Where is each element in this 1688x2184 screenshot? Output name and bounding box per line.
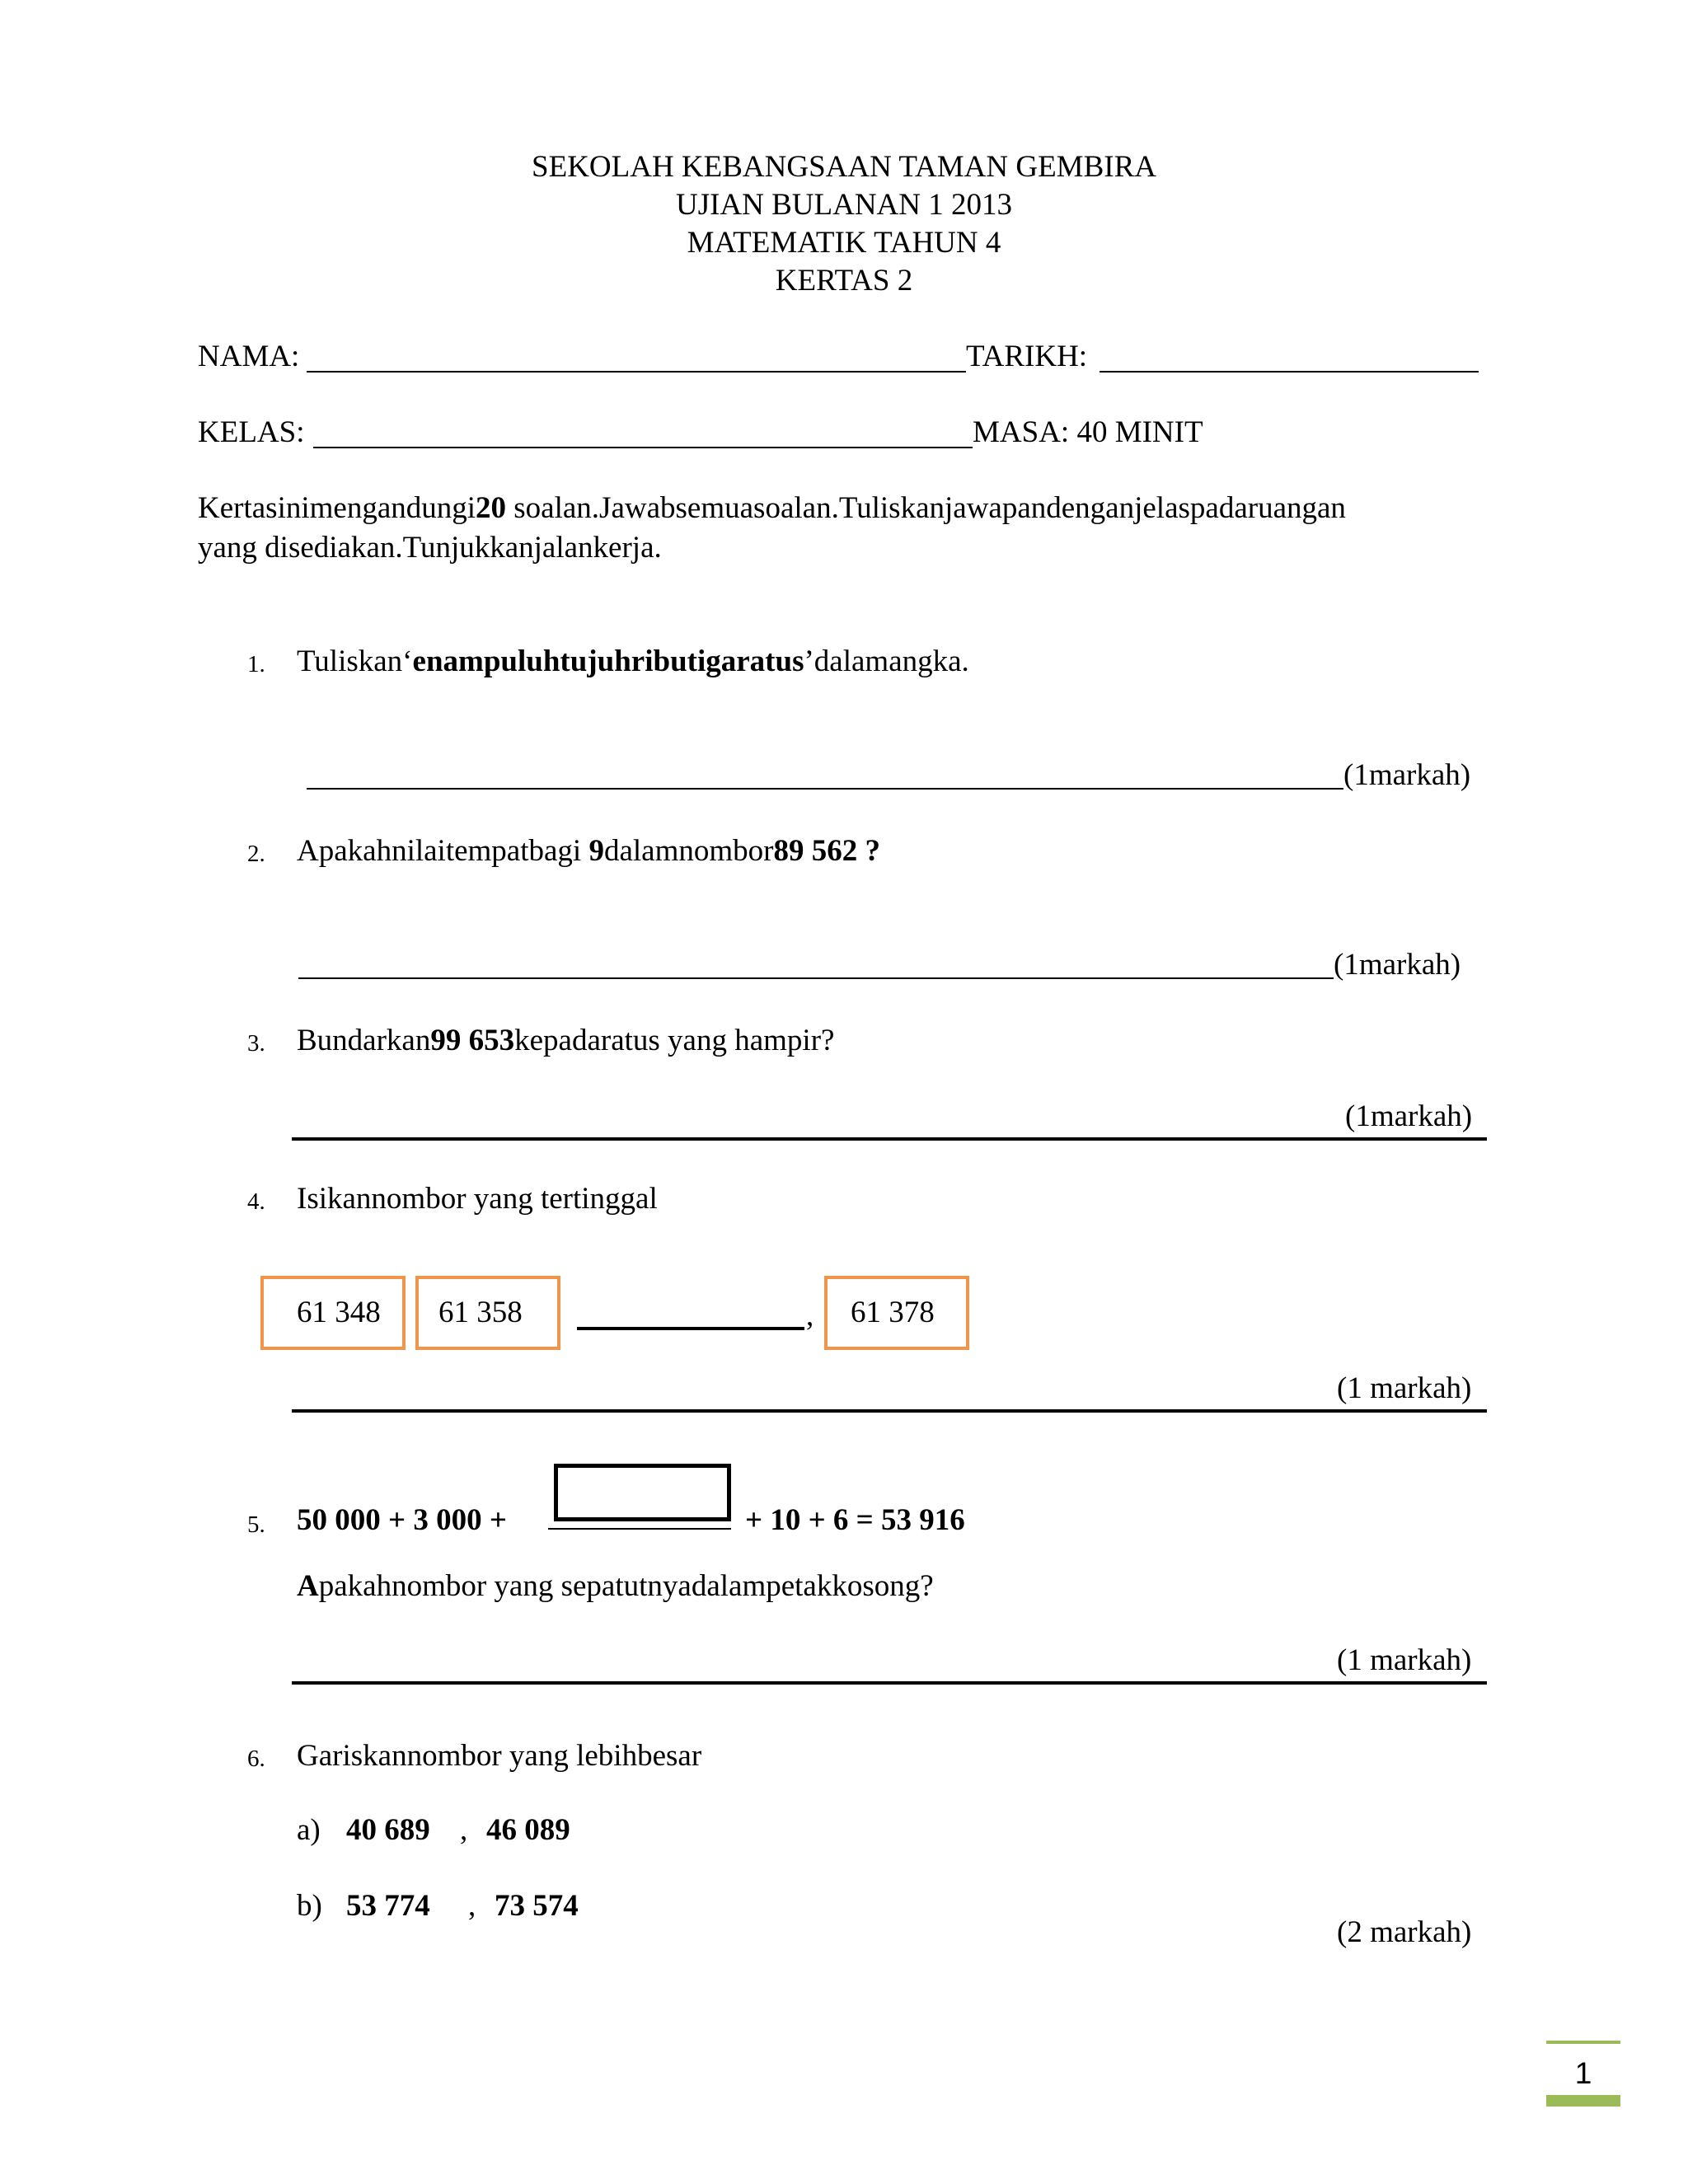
option-b-separator: , [468, 1889, 476, 1923]
empty-box[interactable] [554, 1464, 731, 1521]
tarikh-label: TARIKH: [966, 340, 1088, 373]
instructions-line-1: Kertasinimengandungi20 soalan.Jawabsemuasoalan.Tuliskanjawapandenganjelaspadaruangan [198, 491, 1346, 525]
question-1-number: 1. [247, 651, 265, 677]
question-1-marks: (1markah) [1343, 758, 1471, 792]
option-b-first[interactable]: 53 774 [346, 1889, 430, 1923]
page-number-bottom-rule [1546, 2095, 1620, 2107]
tarikh-field[interactable] [1100, 371, 1479, 373]
option-b-second[interactable]: 73 574 [495, 1889, 579, 1923]
subject-title: MATEMATIK TAHUN 4 [687, 226, 1001, 260]
number-box-1: 61 348 [260, 1276, 406, 1350]
number-box-3: 61 378 [824, 1276, 969, 1350]
empty-box-underline [548, 1528, 731, 1530]
question-2-answer-line[interactable] [298, 977, 1334, 979]
question-3-text: Bundarkan99 653kepadaratus yang hampir? [297, 1024, 835, 1057]
question-6-text: Gariskannombor yang lebihbesar [297, 1739, 702, 1773]
question-1-answer-line[interactable] [307, 788, 1343, 790]
paper-title: KERTAS 2 [775, 264, 913, 298]
question-6-marks: (2 markah) [1337, 1915, 1472, 1949]
masa-label: MASA: 40 MINIT [973, 415, 1203, 449]
question-4-number: 4. [247, 1188, 265, 1215]
question-5-number: 5. [247, 1511, 265, 1538]
exam-title: UJIAN BULANAN 1 2013 [675, 188, 1012, 222]
page-number: 1 [1574, 2056, 1592, 2090]
option-a-second[interactable]: 46 089 [486, 1813, 570, 1847]
missing-number-comma: , [806, 1299, 814, 1333]
nama-field[interactable] [307, 371, 966, 373]
page-number-top-rule [1546, 2041, 1620, 2044]
equation-left: 50 000 + 3 000 + [297, 1503, 507, 1537]
question-5-answer-line[interactable] [292, 1681, 1487, 1685]
kelas-field[interactable] [313, 447, 973, 448]
kelas-label: KELAS: [198, 415, 305, 449]
option-a-separator: , [460, 1813, 468, 1847]
number-box-2: 61 358 [415, 1276, 560, 1350]
school-name: SEKOLAH KEBANGSAAN TAMAN GEMBIRA [532, 150, 1156, 184]
nama-label: NAMA: [198, 340, 300, 373]
option-a-first[interactable]: 40 689 [346, 1813, 430, 1847]
question-5-marks: (1 markah) [1337, 1643, 1472, 1677]
instructions-line-2: yang disediakan.Tunjukkanjalankerja. [198, 531, 662, 565]
question-2-text: Apakahnilaitempatbagi 9dalamnombor89 562 ? [297, 834, 880, 868]
option-a-label: a) [297, 1813, 321, 1847]
question-1-text: Tuliskan‘enampuluhtujuhributigaratus’dalamangka. [297, 644, 969, 678]
option-b-label: b) [297, 1889, 322, 1923]
question-3-answer-line[interactable] [292, 1137, 1487, 1141]
question-4-answer-line[interactable] [292, 1409, 1487, 1413]
question-5-text: Apakahnombor yang sepatutnyadalampetakkosong? [297, 1569, 934, 1603]
question-4-text: Isikannombor yang tertinggal [297, 1182, 658, 1216]
question-2-marks: (1markah) [1334, 948, 1461, 982]
question-6-number: 6. [247, 1746, 265, 1772]
question-3-number: 3. [247, 1030, 265, 1057]
missing-number-blank[interactable] [577, 1327, 804, 1330]
question-2-number: 2. [247, 841, 265, 867]
question-4-marks: (1 markah) [1337, 1371, 1472, 1405]
question-3-marks: (1markah) [1345, 1099, 1473, 1133]
equation-right: + 10 + 6 = 53 916 [745, 1503, 965, 1537]
